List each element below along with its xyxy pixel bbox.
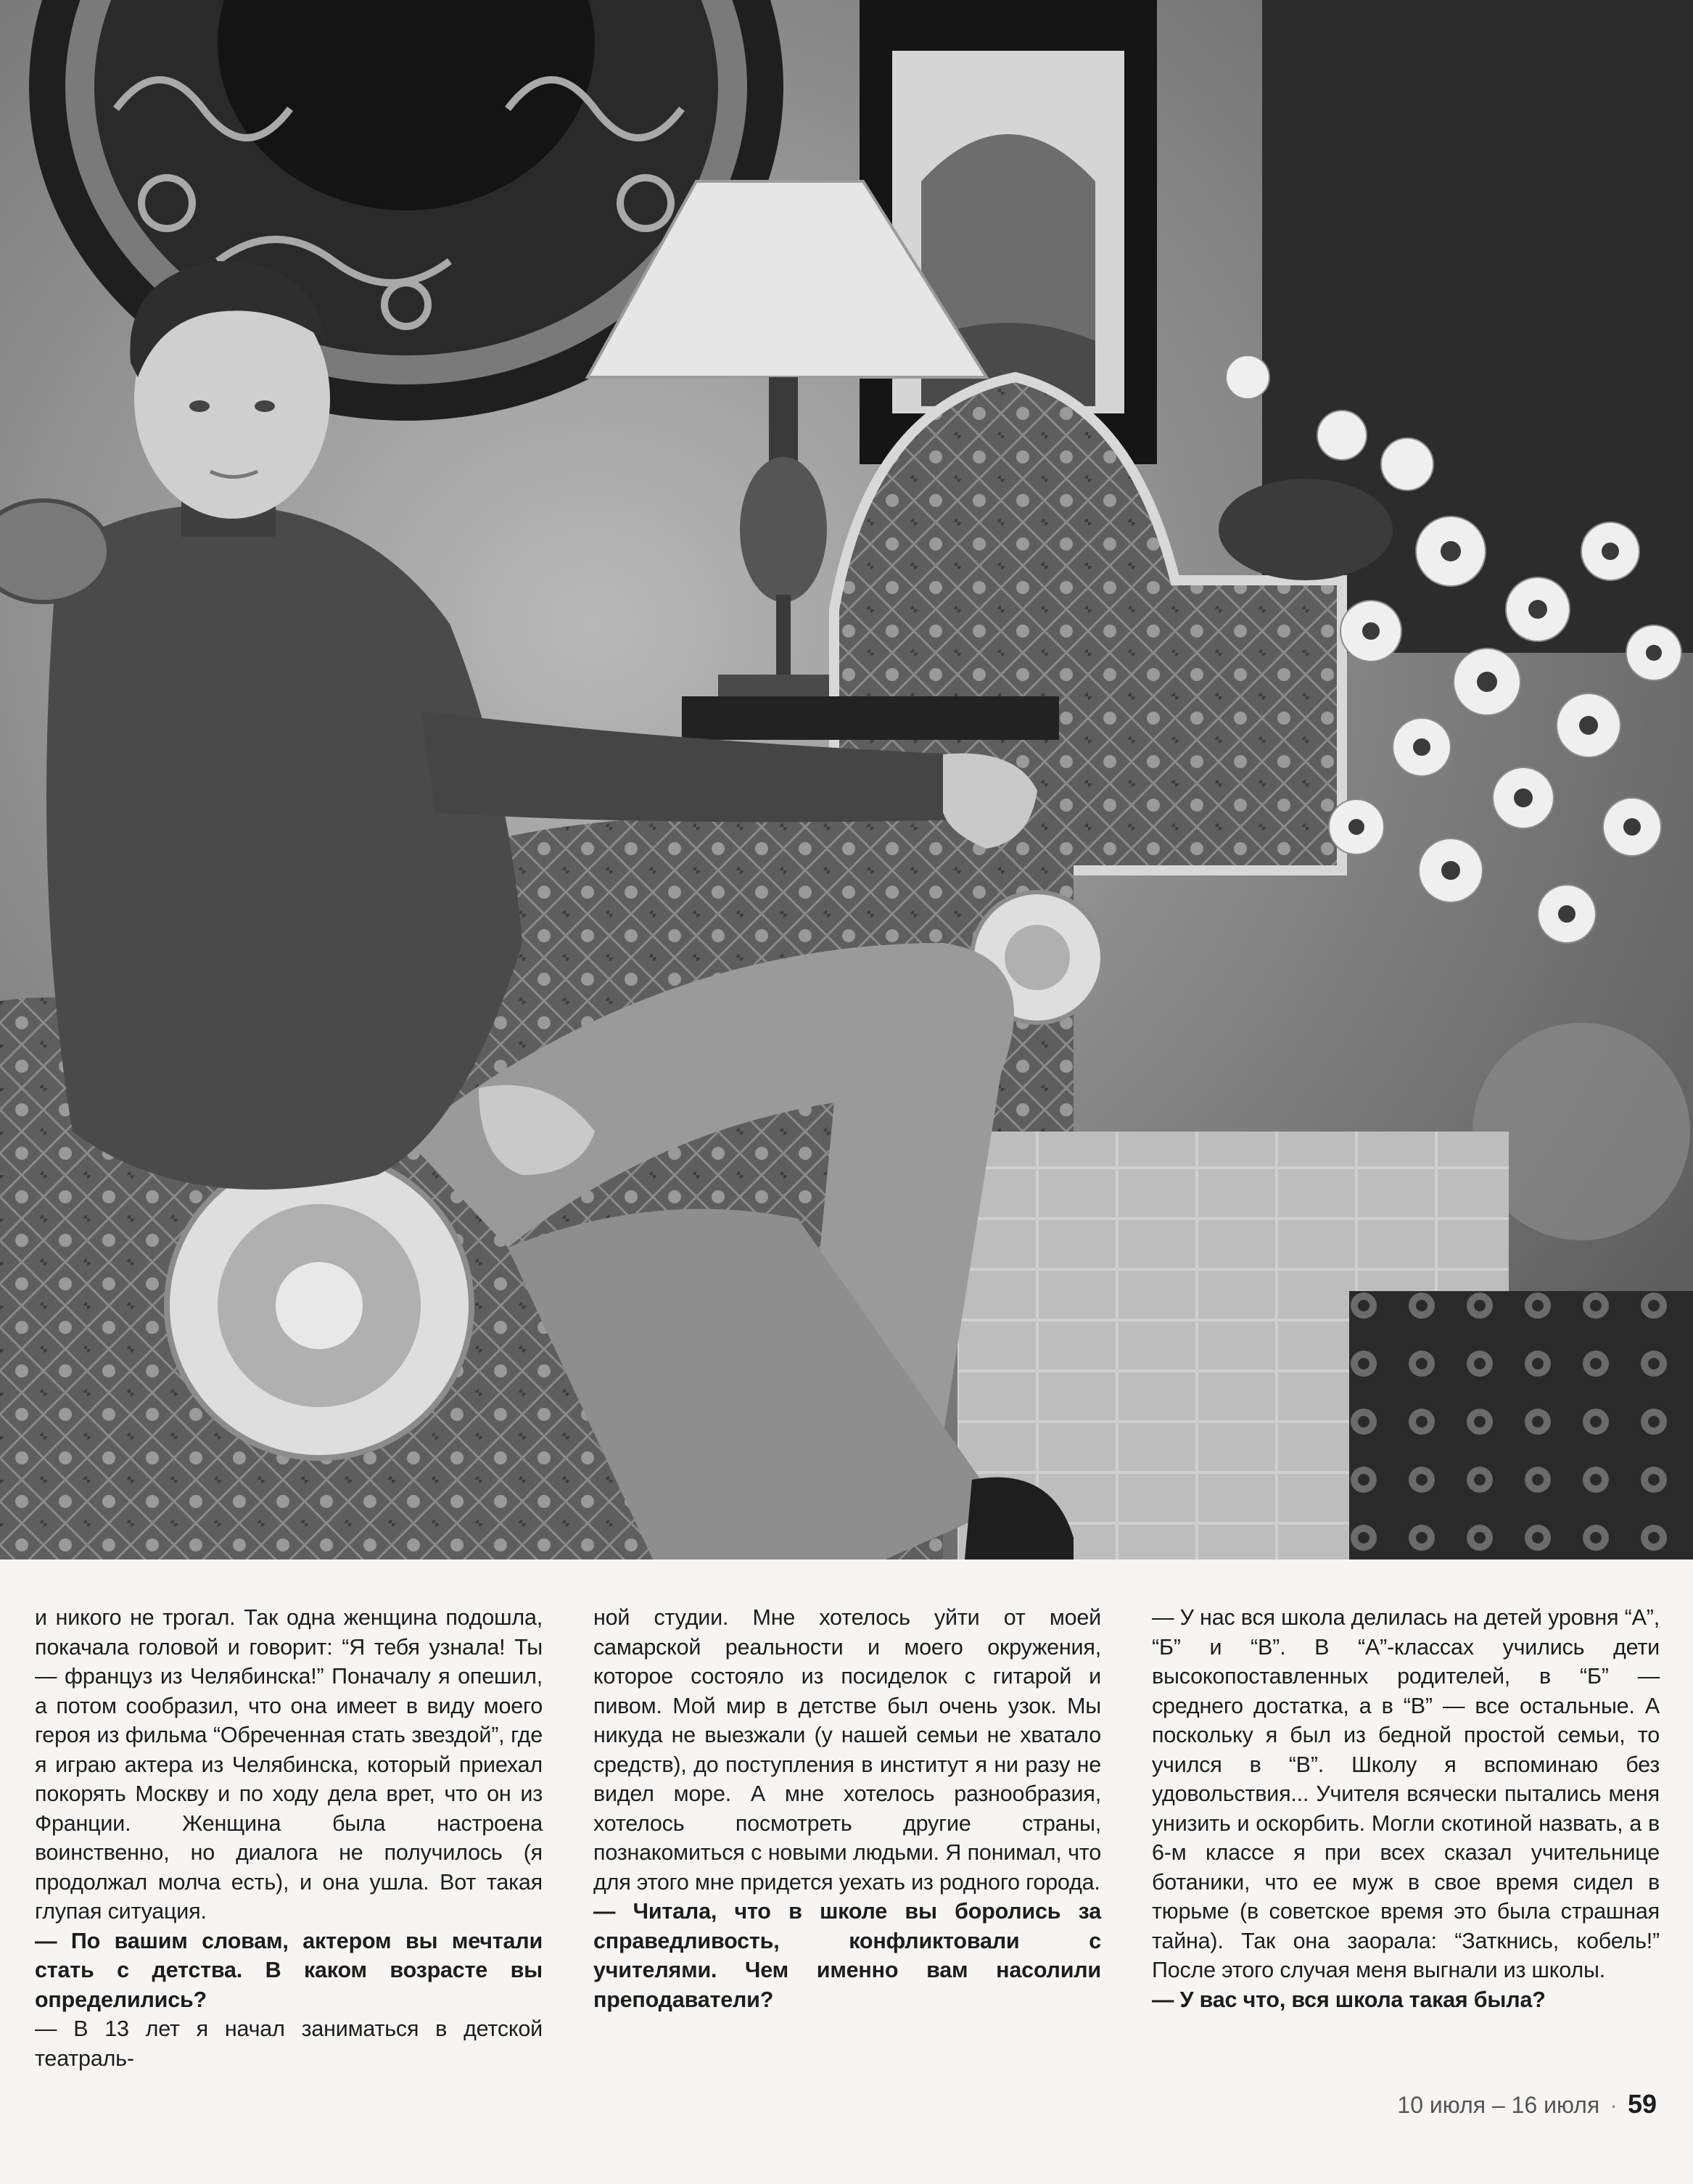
paragraph: и никого не трогал. Так одна женщина подошла, покачала головой и говорит: “Я тебя узнала! Ты — француз из Челябинска!” Поначалу я опешил, а потом сообразил, что она имеет в виду моего героя из фильма “Обреченная стать звездой”, где я играю актера из Челябинска, который приехал покорять Москву и по ходу дела врет, что он из Франции. Женщина была настроена воинственно, но диалога не получилось (я продолжал молча есть), и она ушла. Вот такая глупая ситуация. [35,1605,543,1924]
issue-date-range: 10 июля – 16 июля [1397,2092,1600,2118]
footer-separator: · [1610,2092,1618,2118]
page-footer [1397,2089,1657,2119]
interview-question: — У вас что, вся школа такая была? [1152,1987,1546,2012]
text-column-3 [1152,1603,1660,2067]
interview-question: — По вашим словам, актером вы мечтали стать с детства. В каком возрасте вы определились? [35,1928,543,2012]
paragraph: — У нас вся школа делилась на детей уровня “А”, “Б” и “В”. В “А”-классах учились дети высокопоставленных родителей, в “Б” — среднего достатка, а в “В” — все остальные. А поскольку я был из бедной простой семьи, то учился в “В”. Школу я вспоминаю без удовольствия... Учителя всячески пытались меня унизить и оскорбить. Могли скотиной назвать, а в 6-м классе я при всех сказал учительнице ботаники, что ее муж в свое время сидел в тюрьме (в советское время это была страшная тайна). Так она заорала: “Заткнись, кобель!” После этого случая меня выгнали из школы. [1152,1605,1660,1982]
interview-question: — Читала, что в школе вы боролись за справедливость, конфликтовали с учителями. Чем именно вам насолили преподаватели? [593,1899,1101,2012]
paragraph: — В 13 лет я начал заниматься в детской театраль- [35,2016,543,2071]
paragraph: ной студии. Мне хотелось уйти от моей самарской реальности и моего окружения, которое состояло из посиделок с гитарой и пивом. Мой мир в детстве был очень узок. Мы никуда не выезжали (у нашей семьи не хватало средств), до поступления в институт я ни разу не видел море. А мне хотелось разнообразия, хотелось посмотреть другие страны, познакомиться с новыми людьми. Я понимал, что для этого мне придется уехать из родного города. [593,1605,1101,1895]
article-text [35,1603,1660,2071]
text-column-2 [593,1603,1101,2067]
page-number: 59 [1627,2089,1657,2119]
text-column-1 [35,1603,543,2071]
